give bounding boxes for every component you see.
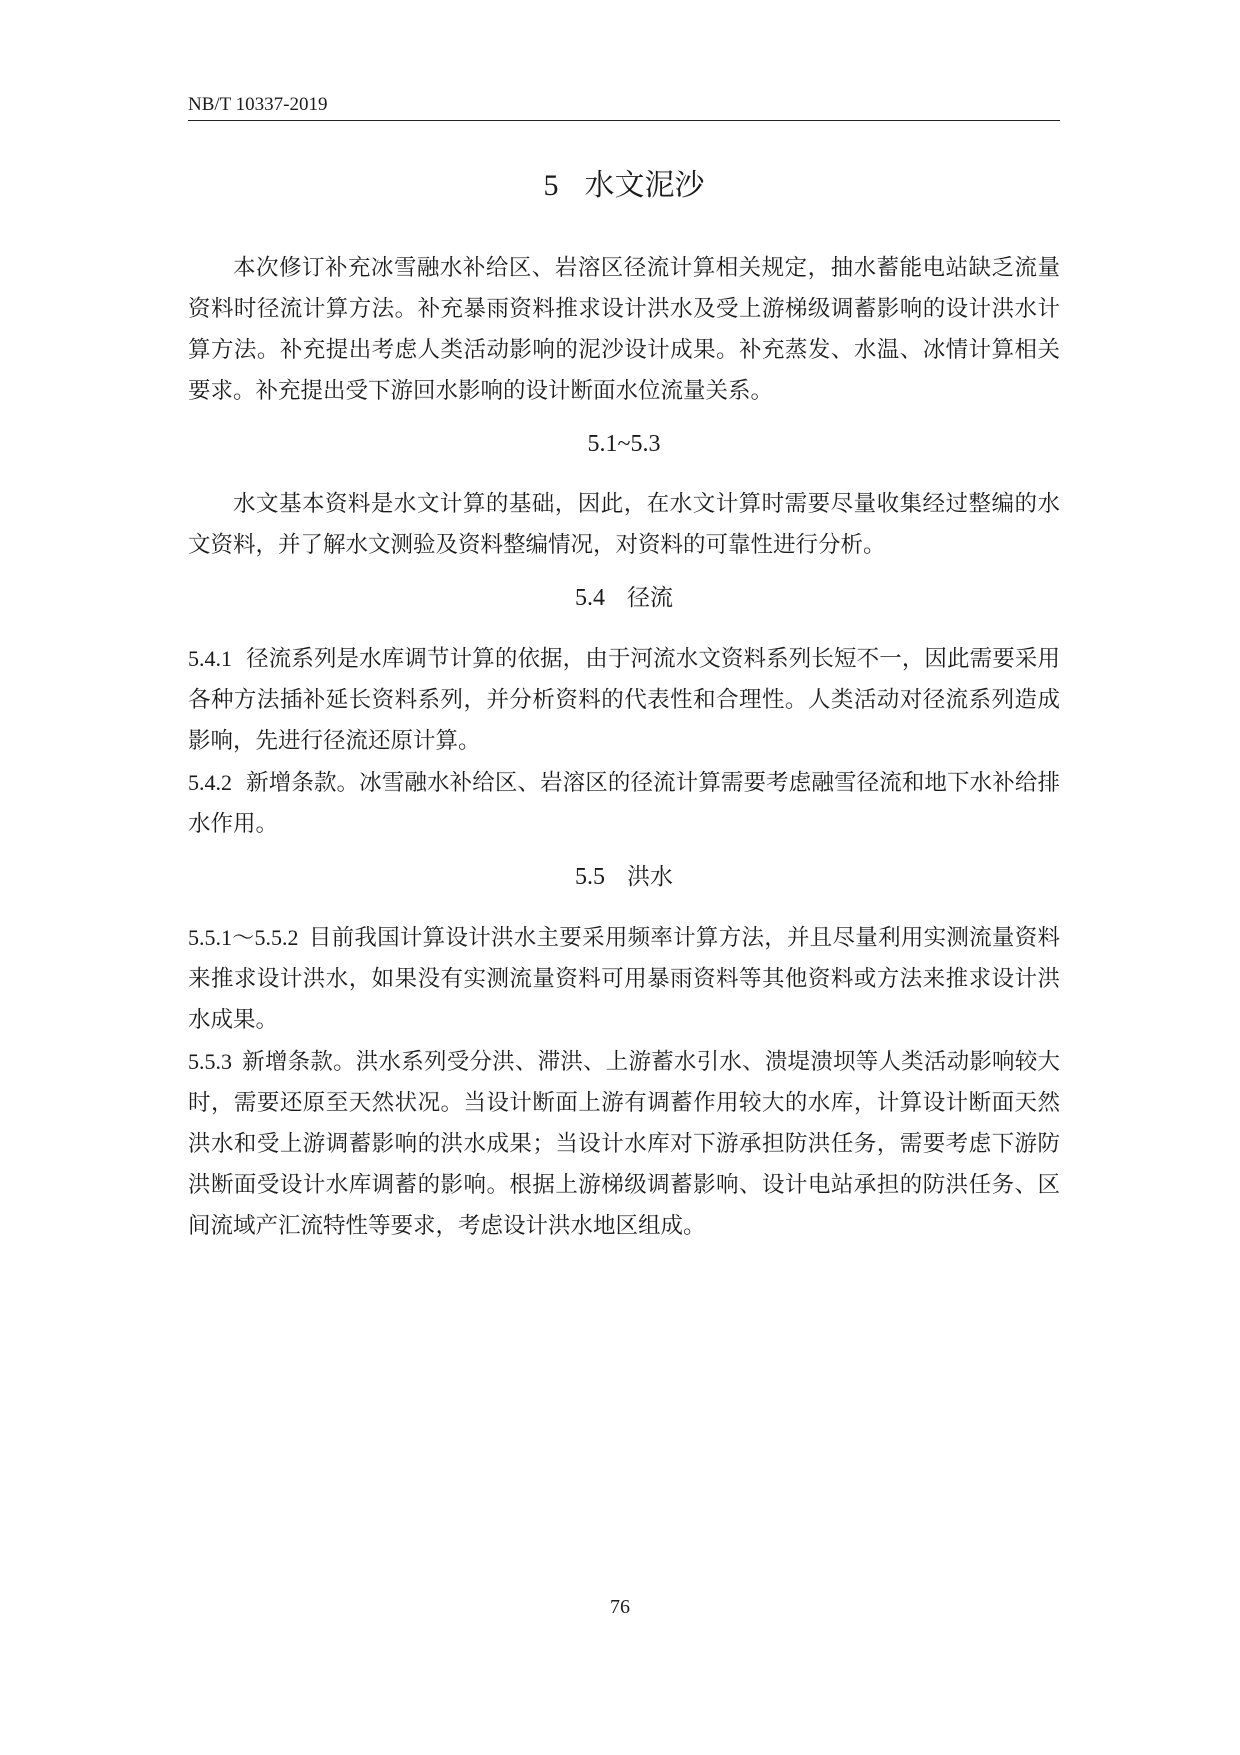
section-number-5-1: 5.1~5.3 xyxy=(587,431,661,457)
clause-5-5-3 xyxy=(188,1041,1060,1247)
clause-number: 5.4.2 xyxy=(188,770,232,795)
section-number-5-4: 5.4 xyxy=(575,585,605,611)
section-number-5-5: 5.5 xyxy=(575,864,605,890)
clause-text: 径流系列是水库调节计算的依据，由于河流水文资料系列长短不一，因此需要采用各种方法插补延长资料系列，并分析资料的代表性和合理性。人类活动对径流系列造成影响，先进行径流还原计算。 xyxy=(188,646,1060,754)
page-number: 76 xyxy=(610,1596,630,1618)
standard-code: NB/T 10337-2019 xyxy=(188,94,328,115)
clause-5-5-1 xyxy=(188,917,1060,1041)
clause-text: 新增条款。洪水系列受分洪、滞洪、上游蓄水引水、溃堤溃坝等人类活动影响较大时，需要还原至天然状况。当设计断面上游有调蓄作用较大的水库，计算设计断面天然洪水和受上游调蓄影响的洪水成果；当设计水库对下游承担防洪任务，需要考虑下游防洪断面受设计水库调蓄的影响。根据上游梯级调蓄影响、设计电站承担的防洪任务、区间流域产汇流特性等要求，考虑设计洪水地区组成。 xyxy=(188,1049,1060,1239)
chapter-title-text: 水文泥沙 xyxy=(584,168,705,203)
clause-5-4-2 xyxy=(188,762,1060,845)
section-5-1-paragraph: 水文基本资料是水文计算的基础，因此，在水文计算时需要尽量收集经过整编的水文资料，并了解水文测验及资料整编情况，对资料的可靠性进行分析。 xyxy=(188,491,1060,558)
section-title-text-5-4: 径流 xyxy=(627,585,673,611)
chapter-number: 5 xyxy=(543,169,559,202)
clause-number: 5.5.3 xyxy=(188,1049,232,1074)
section-title-5-4 xyxy=(188,578,1060,618)
clause-text: 目前我国计算设计洪水主要采用频率计算方法，并且尽量利用实测流量资料来推求设计洪水，如果没有实测流量资料可用暴雨资料等其他资料或方法来推求设计洪水成果。 xyxy=(188,925,1060,1033)
section-title-text-5-5: 洪水 xyxy=(627,864,673,890)
chapter-title xyxy=(188,162,1060,210)
page-header xyxy=(188,92,1060,121)
clause-5-4-1 xyxy=(188,638,1060,762)
clause-text: 新增条款。冰雪融水补给区、岩溶区的径流计算需要考虑融雪径流和地下水补给排水作用。 xyxy=(188,770,1060,837)
clause-number: 5.5.1～5.5.2 xyxy=(188,925,299,950)
clause-number: 5.4.1 xyxy=(188,646,232,671)
intro-paragraph: 本次修订补充冰雪融水补给区、岩溶区径流计算相关规定，抽水蓄能电站缺乏流量资料时径流计算方法。补充暴雨资料推求设计洪水及受上游梯级调蓄影响的设计洪水计算方法。补充提出考虑人类活动影响的泥沙设计成果。补充蒸发、水温、冰情计算相关要求。补充提出受下游回水影响的设计断面水位流量关系。 xyxy=(188,255,1060,404)
page-content xyxy=(188,150,1060,1247)
section-title-5-5 xyxy=(188,857,1060,897)
section-title-5-1 xyxy=(188,424,1060,464)
